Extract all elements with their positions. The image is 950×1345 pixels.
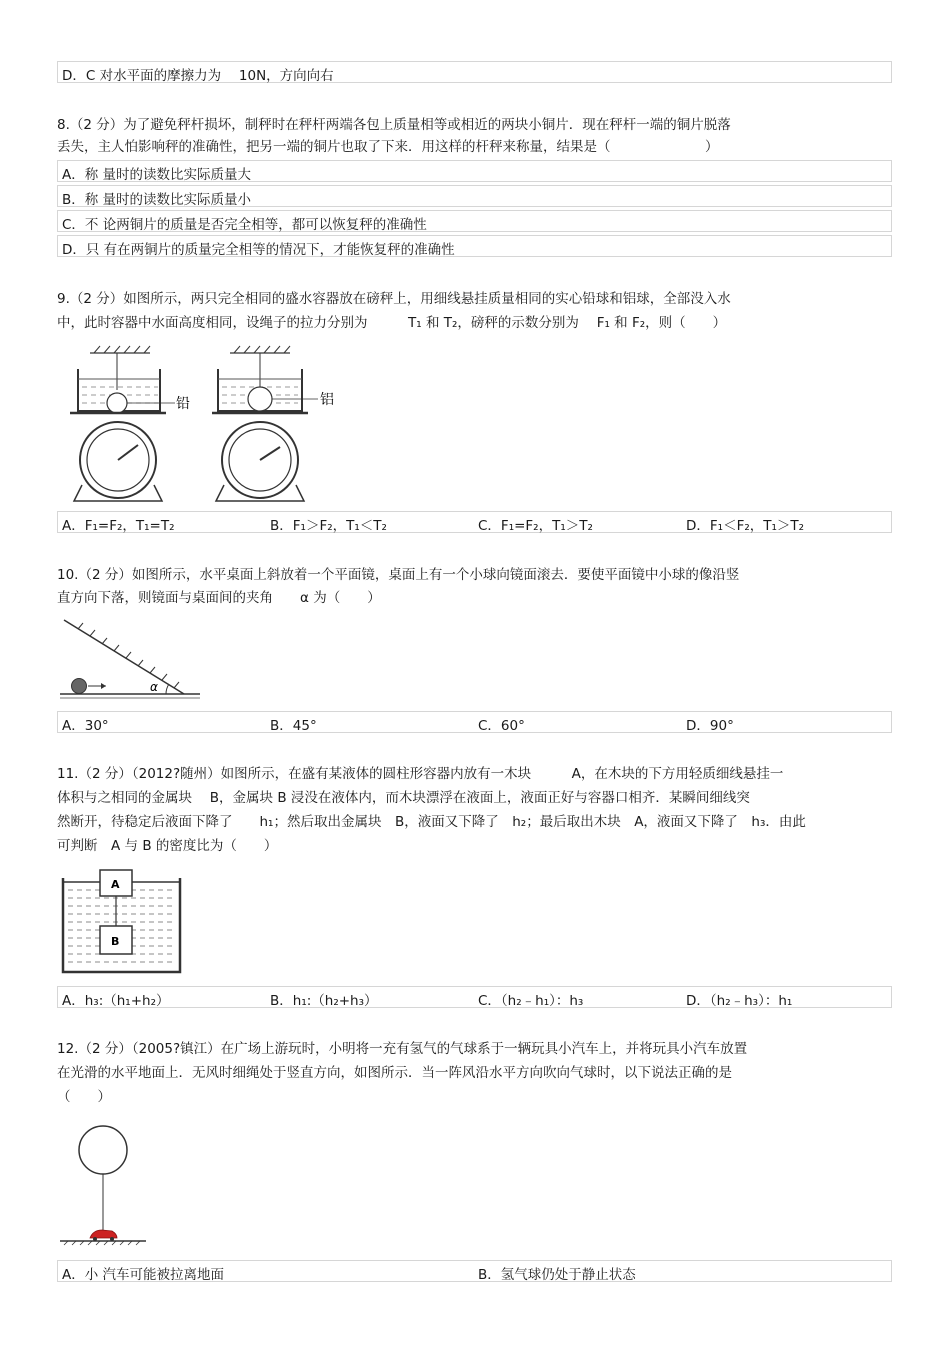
q10-alpha-label: α bbox=[150, 680, 158, 694]
q8-option-b: B．称 量时的读数比实际质量小 bbox=[62, 192, 252, 208]
q8-option-d-row[interactable] bbox=[57, 235, 892, 257]
q11-option-b[interactable]: B．h₁:（h₂+h₃） bbox=[270, 993, 378, 1009]
q10-stem-line2: 直方向下落，则镜面与桌面间的夹角 α 为（ ） bbox=[57, 590, 381, 606]
q9-stem-line1: 9.（2 分）如图所示，两只完全相同的盛水容器放在磅秤上，用细线悬挂质量相同的实心铅球和铝球，全部没入水 bbox=[57, 291, 731, 307]
q10-option-c[interactable]: C．60° bbox=[478, 718, 525, 734]
q9-stem-line2: 中，此时容器中水面高度相同，设绳子的拉力分别为 T₁ 和 T₂，磅秤的示数分别为 F₁ 和 F₂，则（ ） bbox=[57, 315, 727, 331]
q8-stem-line1: 8.（2 分）为了避免秤杆损坏，制秤时在秤杆两端各包上质量相等或相近的两块小铜片．现在秤杆一端的铜片脱落 bbox=[57, 117, 731, 133]
q9-label-lead: 铅 bbox=[176, 396, 190, 412]
q8-option-c: C．不 论两铜片的质量是否完全相等，都可以恢复秤的准确性 bbox=[62, 217, 427, 233]
q11-options-row bbox=[57, 986, 892, 1008]
q10-figure-mirror bbox=[60, 616, 210, 706]
q12-option-a[interactable]: A．小 汽车可能被拉离地面 bbox=[62, 1267, 225, 1283]
q7-option-d-row[interactable] bbox=[57, 61, 892, 83]
q12-figure-balloon bbox=[60, 1118, 160, 1248]
q11-option-c[interactable]: C．（h₂﹣h₁）：h₃ bbox=[478, 993, 584, 1009]
q12-toy-car bbox=[90, 1230, 117, 1238]
q10-stem-line1: 10.（2 分）如图所示，水平桌面上斜放着一个平面镜，桌面上有一个小球向镜面滚去．要使平面镜中小球的像沿竖 bbox=[57, 567, 740, 583]
q8-stem-line2: 丢失，主人怕影响秤的准确性，把另一端的铜片也取了下来．用这样的杆秤来称量，结果是（ ） bbox=[57, 139, 719, 155]
q9-option-c[interactable]: C．F₁=F₂，T₁＞T₂ bbox=[478, 518, 593, 534]
q8-option-d: D．只 有在两铜片的质量完全相等的情况下，才能恢复秤的准确性 bbox=[62, 242, 455, 258]
q10-option-b[interactable]: B．45° bbox=[270, 718, 317, 734]
q10-options-row bbox=[57, 711, 892, 733]
q11-figure-container bbox=[60, 866, 185, 976]
q8-option-a: A．称 量时的读数比实际质量大 bbox=[62, 167, 252, 183]
q11-stem-line1: 11.（2 分）（2012?随州）如图所示，在盛有某液体的圆柱形容器内放有一木块 A，在木块的下方用轻质细线悬挂一 bbox=[57, 766, 784, 782]
q12-stem-line1: 12.（2 分）（2005?镇江）在广场上游玩时，小明将一充有氢气的气球系于一辆玩具小汽车上，并将玩具小汽车放置 bbox=[57, 1041, 748, 1057]
q9-option-a[interactable]: A．F₁=F₂，T₁=T₂ bbox=[62, 518, 175, 534]
q12-stem-line2: 在光滑的水平地面上．无风时细绳处于竖直方向，如图所示．当一阵风沿水平方向吹向气球时，以下说法正确的是 bbox=[57, 1065, 732, 1081]
q8-option-b-row[interactable] bbox=[57, 185, 892, 207]
q7-option-d: D．C 对水平面的摩擦力为 10N，方向向右 bbox=[62, 68, 334, 84]
q9-label-aluminum: 铝 bbox=[320, 392, 334, 408]
q8-option-c-row[interactable] bbox=[57, 210, 892, 232]
q11-stem-line2: 体积与之相同的金属块 B，金属块 B 浸没在液体内，而木块漂浮在液面上，液面正好与容器口相齐．某瞬间细线突 bbox=[57, 790, 750, 806]
q11-stem-line3: 然断开，待稳定后液面下降了 h₁；然后取出金属块 B，液面又下降了 h₂；最后取出木块 A，液面又下降了 h₃．由此 bbox=[57, 814, 806, 830]
q12-stem-line3: （ ） bbox=[57, 1089, 111, 1105]
q11-block-b-label: B bbox=[111, 935, 120, 948]
q9-right-apparatus bbox=[212, 346, 334, 501]
q12-option-b[interactable]: B．氢气球仍处于静止状态 bbox=[478, 1267, 636, 1283]
q10-option-d[interactable]: D．90° bbox=[686, 718, 734, 734]
q9-left-apparatus bbox=[70, 346, 190, 501]
q11-stem-line4: 可判断 A 与 B 的密度比为（ ） bbox=[57, 838, 278, 854]
q11-option-d[interactable]: D．（h₂﹣h₃）：h₁ bbox=[686, 993, 793, 1009]
q9-option-d[interactable]: D．F₁＜F₂，T₁＞T₂ bbox=[686, 518, 805, 534]
q8-option-a-row[interactable] bbox=[57, 160, 892, 182]
q9-figure-scales bbox=[60, 345, 360, 505]
q12-options-row bbox=[57, 1260, 892, 1282]
q11-option-a[interactable]: A．h₃:（h₁+h₂） bbox=[62, 993, 170, 1009]
q11-block-a-label: A bbox=[111, 878, 120, 891]
q9-option-b[interactable]: B．F₁＞F₂，T₁＜T₂ bbox=[270, 518, 387, 534]
q9-options-row bbox=[57, 511, 892, 533]
q10-option-a[interactable]: A．30° bbox=[62, 718, 109, 734]
